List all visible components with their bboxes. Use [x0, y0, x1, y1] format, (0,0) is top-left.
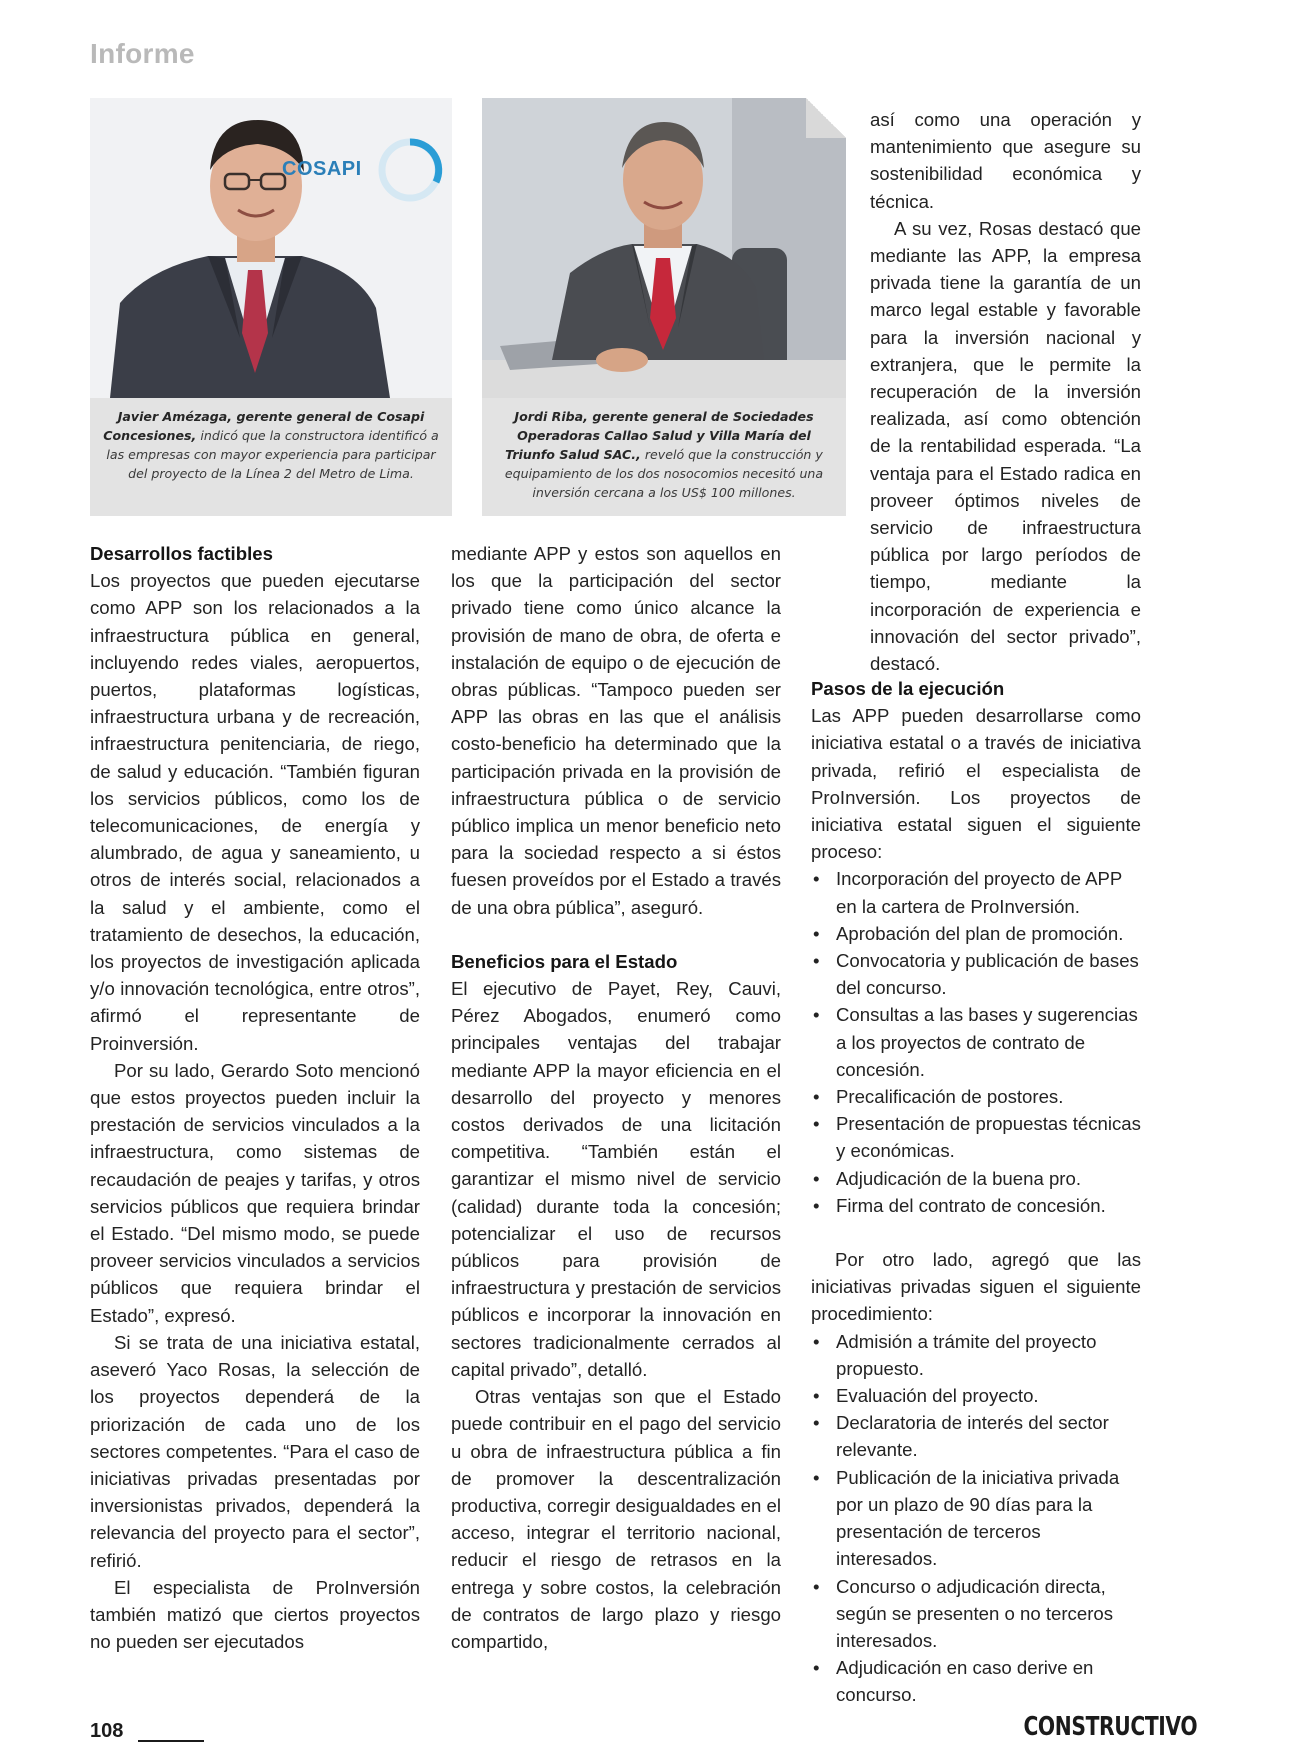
list-item: • Aprobación del plan de promoción. — [811, 920, 1141, 947]
list-item: • Precalificación de postores. — [811, 1083, 1141, 1110]
photo-jordi-riba — [482, 98, 846, 398]
list-item: • Admisión a trámite del proyecto propuesto. — [811, 1328, 1141, 1382]
paragraph: El ejecutivo de Payet, Rey, Cauvi, Pérez Abogados, enumeró como principales ventajas del trabajar mediante APP la mayor eficiencia en el desarrollo del proyecto y menores costos derivados de una licitación competitiva. “También están el garantizar el mismo nivel de servicio (calidad) durante toda la concesión; potencializar el uso de recursos públicos para provisión de infraestructura y prestación de servicios públicos e incorporar la innovación en sectores tradicionalmente cerrados al capital privado”, detalló. — [451, 978, 781, 1380]
paragraph: mediante APP y estos son aquellos en los que la participación del sector privado tiene como único alcance la provisión de mano de obra, de oferta e instalación de equipo o de ejecución de obras públicas. “Tampoco pueden ser APP las obras en las que el análisis costo-beneficio ha determinado que la participación privada en la provisión de infraestructura pública o de servicio público implica un menor beneficio neto para la sociedad respecto a si éstos fuesen proveídos por el Estado a través de una obra pública”, aseguró. — [451, 543, 781, 918]
photo-caption-2 — [482, 398, 846, 516]
list-item: • Adjudicación de la buena pro. — [811, 1165, 1141, 1192]
process-list-privada — [811, 1328, 1141, 1709]
page-number-rule — [138, 1740, 204, 1742]
list-item: • Evaluación del proyecto. — [811, 1382, 1141, 1409]
list-item: • Consultas a las bases y sugerencias a los proyectos de contrato de concesión. — [811, 1001, 1141, 1083]
list-item: • Convocatoria y publicación de bases del concurso. — [811, 947, 1141, 1001]
article-column-1 — [90, 540, 420, 1655]
cosapi-logo: COSAPI — [282, 158, 362, 180]
paragraph: A su vez, Rosas destacó que mediante las APP, la empresa privada tiene la garantía de un marco legal estable y favorable para la inversión nacional y extranjera, que le permite la recuperación de la inversión realizada, así como obtención de la rentabilidad esperada. “La ventaja para el Estado radica en proveer óptimos niveles de servicio de infraestructura pública por largo períodos de tiempo, mediante la incorporación de experiencia e innovación del sector privado”, destacó. — [870, 217, 1141, 675]
list-item: • Firma del contrato de concesión. — [811, 1192, 1141, 1219]
paragraph: así como una operación y mantenimiento que asegure su sostenibilidad económica y técnica. — [870, 109, 1141, 212]
paragraph: Si se trata de una iniciativa estatal, aseveró Yaco Rosas, la selección de los proyectos dependerá de la priorización de cada uno de los sectores competentes. “Para el caso de iniciativas privadas presentadas por inversionistas privados, dependerá la relevancia del proyecto para el sector”, refirió. — [90, 1331, 420, 1571]
paragraph: Las APP pueden desarrollarse como iniciativa estatal o a través de iniciativa privada, refirió el especialista de ProInversión. Los proyectos de iniciativa estatal siguen el siguiente proceso: — [811, 705, 1141, 863]
list-item: • Declaratoria de interés del sector relevante. — [811, 1409, 1141, 1463]
caption-2-subject: Jordi Riba, gerente general de Sociedades Operadoras Callao Salud y Villa María del Triunfo Salud SAC., — [505, 409, 814, 462]
caption-2-text: reveló que la construcción y equipamiento de los dos nosocomios necesitó una inversión cercana a los US$ 100 millones. — [504, 447, 824, 500]
list-item: • Adjudicación en caso derive en concurso. — [811, 1654, 1141, 1708]
article-column-3 — [811, 675, 1141, 1709]
section-label: Informe — [90, 38, 195, 69]
list-item: • Incorporación del proyecto de APP en la cartera de ProInversión. — [811, 865, 1141, 919]
subheading-pasos: Pasos de la ejecución — [811, 678, 1005, 699]
page-number: 108 — [90, 1720, 124, 1742]
article-column-2 — [451, 540, 781, 1655]
caption-1-subject: Javier Amézaga, gerente general de Cosapi Concesiones, — [103, 409, 425, 443]
process-list-estatal — [811, 865, 1141, 1219]
paragraph: Los proyectos que pueden ejecutarse como APP son los relacionados a la infraestructura pública en general, incluyendo redes viales, aeropuertos, puertos, plataformas logísticas, infraestructura urbana y de recreación, infraestructura penitenciaria, de riego, de salud y educación. “También figuran los servicios públicos, como los de telecomunicaciones, de energía y alumbrado, de agua y saneamiento, u otros de interés social, relacionados a la salud y el ambiente, como el tratamiento de desechos, la educación, los proyectos de investigación aplicada y/o innovación tecnológica, entre otros”, afirmó el representante de Proinversión. — [90, 570, 420, 1054]
caption-1-text: indicó que la constructora identificó a las empresas con mayor experiencia para participar del proyecto de la Línea 2 del Metro de Lima. — [106, 428, 439, 481]
article-column-3-top — [870, 106, 1141, 677]
photo-caption-1 — [90, 398, 452, 516]
paragraph: El especialista de ProInversión también matizó que ciertos proyectos no pueden ser ejecutados — [90, 1576, 420, 1653]
page-corner-fold — [806, 98, 846, 138]
subheading-desarrollos: Desarrollos factibles — [90, 543, 273, 564]
list-item: • Concurso o adjudicación directa, según se presenten o no terceros interesados. — [811, 1573, 1141, 1655]
magazine-brand: CONSTRUCTIVO — [1023, 1712, 1198, 1742]
paragraph: Por otro lado, agregó que las iniciativas privadas siguen el siguiente procedimiento: — [811, 1249, 1141, 1325]
photo-javier-amezaga — [90, 98, 452, 398]
subheading-beneficios: Beneficios para el Estado — [451, 950, 678, 972]
list-item: • Publicación de la iniciativa privada por un plazo de 90 días para la presentación de terceros interesados. — [811, 1464, 1141, 1573]
paragraph: Otras ventajas son que el Estado puede contribuir en el pago del servicio u obra de infraestructura pública a fin de promover la descentralización productiva, corregir desigualdades en el acceso, integrar el territorio nacional, reducir el riesgo de retrasos en la entrega y sobre costos, la celebración de contratos de largo plazo y riesgo compartido, — [451, 1386, 781, 1652]
paragraph: Por su lado, Gerardo Soto mencionó que estos proyectos pueden incluir la prestación de servicios vinculados a la infraestructura, como sistemas de recaudación de peajes y tarifas, y otros servicios públicos que requiera brindar el Estado. “Del mismo modo, se puede proveer servicios vinculados a servicios públicos que requiera brindar el Estado”, expresó. — [90, 1059, 420, 1326]
list-item: • Presentación de propuestas técnicas y económicas. — [811, 1110, 1141, 1164]
